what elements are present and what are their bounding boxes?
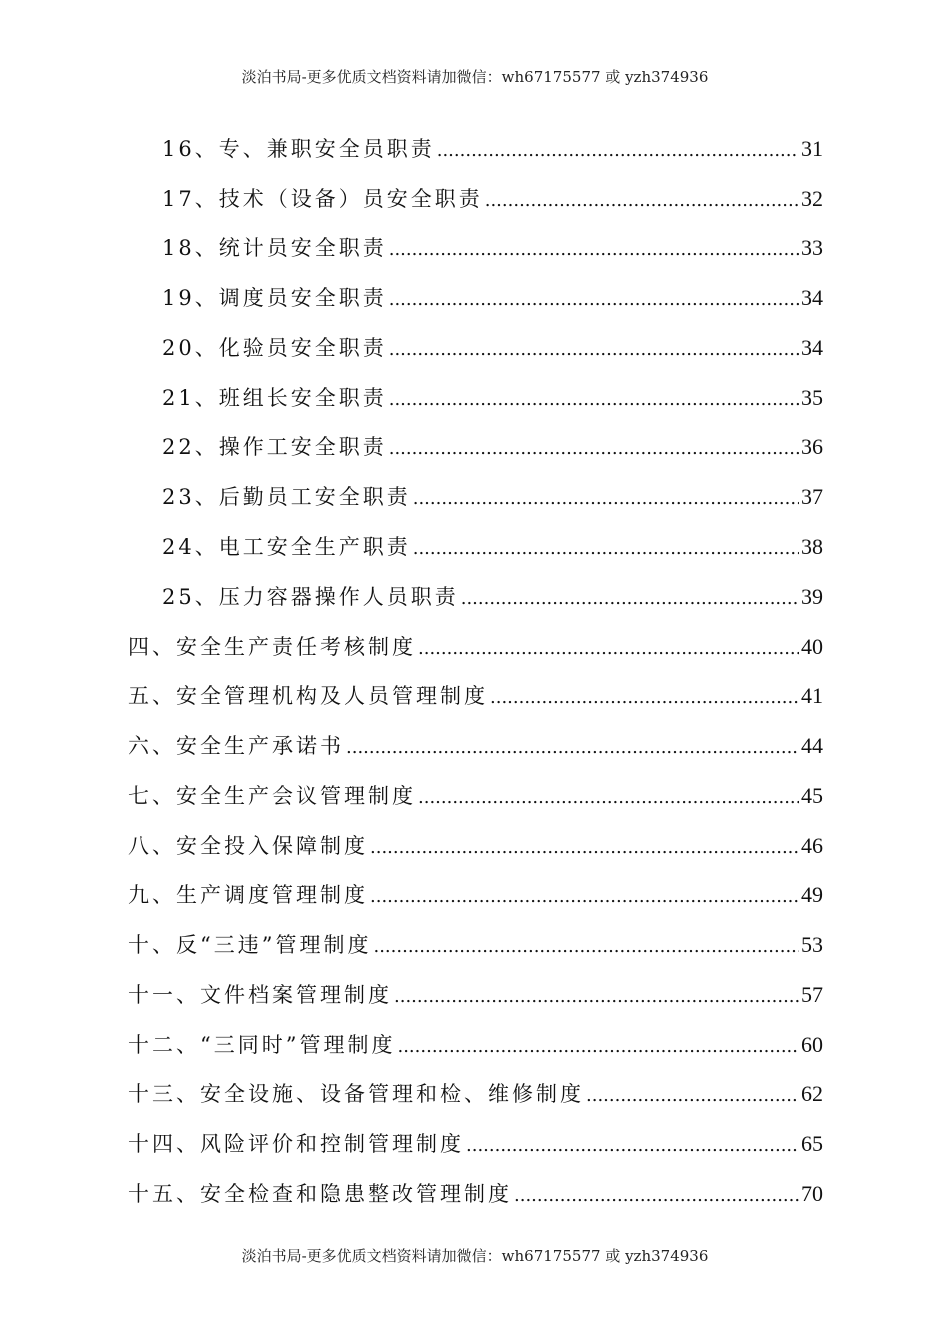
toc-leader-dots	[370, 837, 799, 858]
toc-leader-dots	[461, 588, 799, 609]
toc-entry[interactable]	[128, 680, 823, 712]
toc-entry-title: 20、化验员安全职责	[162, 336, 387, 360]
toc-leader-dots	[389, 389, 799, 410]
page-footer: 淡泊书局-更多优质文档资料请加微信：wh67175577 或 yzh374936	[241, 1247, 709, 1265]
toc-entry-title: 21、班组长安全职责	[162, 386, 387, 410]
toc-entry[interactable]	[162, 232, 823, 264]
toc-entry-page: 39	[801, 584, 823, 609]
toc-entry[interactable]	[162, 531, 823, 563]
toc-entry-page: 45	[801, 783, 823, 808]
toc-entry-title: 九、生产调度管理制度	[128, 883, 368, 907]
toc-entry-title: 十五、安全检查和隐患整改管理制度	[128, 1182, 512, 1206]
toc-leader-dots	[413, 538, 799, 559]
toc-entry[interactable]	[162, 332, 823, 364]
toc-entry-title: 18、统计员安全职责	[162, 236, 387, 260]
toc-leader-dots	[490, 687, 799, 708]
toc-entry-title: 24、电工安全生产职责	[162, 535, 411, 559]
toc-entry-page: 31	[801, 136, 823, 161]
toc-leader-dots	[389, 289, 799, 310]
toc-entry-page: 34	[801, 335, 823, 360]
toc-entry[interactable]	[162, 282, 823, 314]
toc-entry-page: 46	[801, 833, 823, 858]
toc-leader-dots	[485, 190, 799, 211]
toc-leader-dots	[389, 239, 799, 260]
toc-entry-page: 62	[801, 1081, 823, 1106]
toc-leader-dots	[370, 886, 799, 907]
toc-entry-title: 十一、文件档案管理制度	[128, 983, 392, 1007]
toc-leader-dots	[586, 1085, 799, 1106]
toc-entry[interactable]	[128, 929, 823, 961]
toc-leader-dots	[397, 1036, 799, 1057]
toc-leader-dots	[437, 140, 799, 161]
toc-entry-title: 十三、安全设施、设备管理和检、维修制度	[128, 1082, 584, 1106]
toc-leader-dots	[413, 488, 799, 509]
toc-leader-dots	[389, 438, 799, 459]
toc-leader-dots	[373, 936, 799, 957]
toc-entry-page: 35	[801, 385, 823, 410]
toc-entry-title: 22、操作工安全职责	[162, 435, 387, 459]
toc-entry[interactable]	[128, 730, 823, 762]
toc-entry[interactable]	[128, 631, 823, 663]
toc-leader-dots	[418, 638, 799, 659]
toc-entry[interactable]	[128, 830, 823, 862]
toc-entry[interactable]	[162, 431, 823, 463]
toc-entry-title: 五、安全管理机构及人员管理制度	[128, 684, 488, 708]
toc-entry[interactable]	[128, 1178, 823, 1210]
toc-entry-page: 40	[801, 634, 823, 659]
toc-entry-title: 十二、“三同时”管理制度	[128, 1033, 396, 1057]
toc-leader-dots	[394, 986, 799, 1007]
toc-entry[interactable]	[128, 979, 823, 1011]
toc-entry-page: 57	[801, 982, 823, 1007]
toc-entry[interactable]	[128, 1128, 823, 1160]
toc-leader-dots	[466, 1135, 799, 1156]
toc-entry-title: 八、安全投入保障制度	[128, 834, 368, 858]
toc-entry-page: 60	[801, 1032, 823, 1057]
toc-entry[interactable]	[162, 481, 823, 513]
toc-leader-dots	[514, 1185, 799, 1206]
toc-entry[interactable]	[162, 382, 823, 414]
toc-entry[interactable]	[128, 1078, 823, 1110]
toc-entry[interactable]	[162, 183, 823, 215]
page-header: 淡泊书局-更多优质文档资料请加微信：wh67175577 或 yzh374936	[241, 68, 709, 86]
toc-entry-title: 19、调度员安全职责	[162, 286, 387, 310]
toc-entry[interactable]	[162, 133, 823, 165]
toc-entry-title: 16、专、兼职安全员职责	[162, 137, 435, 161]
toc-entry-title: 六、安全生产承诺书	[128, 734, 344, 758]
toc-entry-page: 32	[801, 186, 823, 211]
toc-entry-page: 36	[801, 434, 823, 459]
toc-entry-title: 七、安全生产会议管理制度	[128, 784, 416, 808]
toc-entry-title: 17、技术（设备）员安全职责	[162, 187, 483, 211]
toc-entry[interactable]	[128, 879, 823, 911]
toc-entry-title: 四、安全生产责任考核制度	[128, 635, 416, 659]
toc-leader-dots	[418, 787, 799, 808]
toc-entry-page: 44	[801, 733, 823, 758]
toc-entry[interactable]	[162, 581, 823, 613]
toc-entry-title: 十四、风险评价和控制管理制度	[128, 1132, 464, 1156]
toc-entry[interactable]	[128, 780, 823, 812]
toc-entry-page: 33	[801, 235, 823, 260]
toc-entry[interactable]	[128, 1029, 823, 1061]
toc-entry-title: 23、后勤员工安全职责	[162, 485, 411, 509]
toc-entry-page: 53	[801, 932, 823, 957]
toc-entry-page: 65	[801, 1131, 823, 1156]
toc-entry-page: 34	[801, 285, 823, 310]
toc-leader-dots	[389, 339, 799, 360]
toc-entry-title: 25、压力容器操作人员职责	[162, 585, 459, 609]
toc-entry-page: 37	[801, 484, 823, 509]
toc-entry-page: 41	[801, 683, 823, 708]
toc-entry-page: 38	[801, 534, 823, 559]
toc-entry-page: 49	[801, 882, 823, 907]
toc-leader-dots	[346, 737, 799, 758]
toc-entry-title: 十、反“三违”管理制度	[128, 933, 372, 957]
toc-entry-page: 70	[801, 1181, 823, 1206]
